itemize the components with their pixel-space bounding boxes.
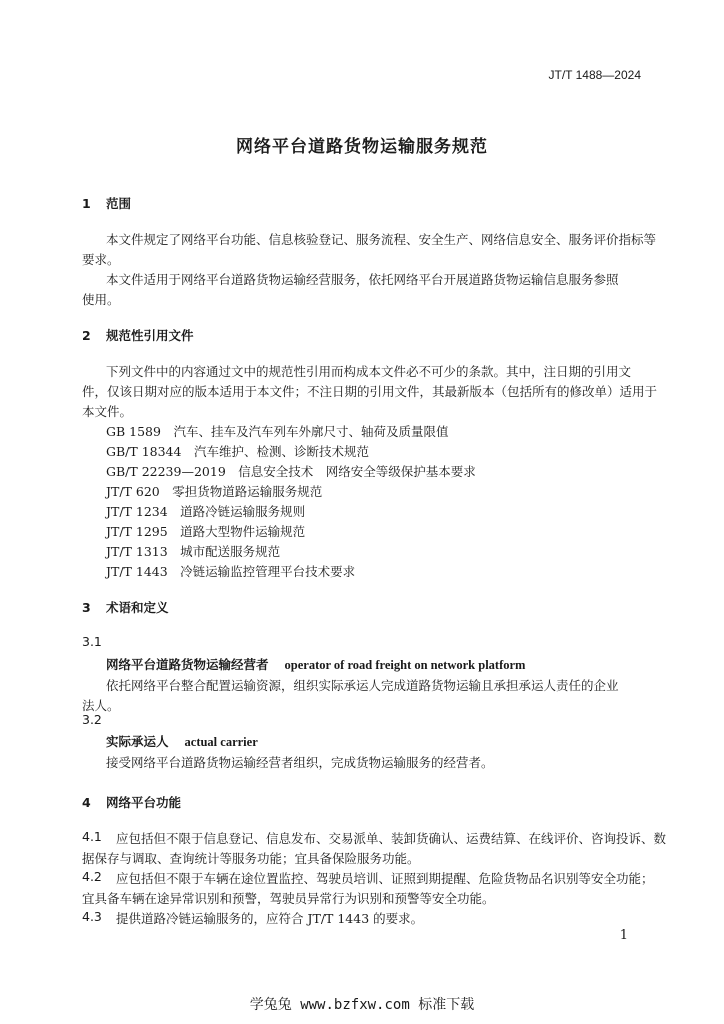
reference-item: JT/T 1443 冷链运输监控管理平台技术要求 xyxy=(106,564,356,579)
normative-intro-line-3: 本文件。 xyxy=(82,404,133,419)
section-number: 2 xyxy=(82,328,91,343)
footer-tagline: 标准下载 xyxy=(418,997,475,1013)
term-definition-line-2: 法人。 xyxy=(82,698,120,713)
clause-4-2-line-1: 应包括但不限于车辆在途位置监控、驾驶员培训、证照到期提醒、危险货物品名识别等安全功能； xyxy=(116,871,654,886)
section-3-heading xyxy=(82,598,169,616)
document-title: 网络平台道路货物运输服务规范 xyxy=(236,137,488,157)
clause-number: 4.1 xyxy=(82,829,102,844)
section-1-heading xyxy=(82,194,131,212)
clause-4-2-line-2: 宜具备车辆在途异常识别和预警，驾驶员异常行为识别和预警等安全功能。 xyxy=(82,891,495,906)
scope-paragraph-2-line-1: 本文件适用于网络平台道路货物运输经营服务，依托网络平台开展道路货物运输信息服务参照 xyxy=(106,272,619,287)
reference-item: GB/T 18344 汽车维护、检测、诊断技术规范 xyxy=(106,444,369,459)
page-number: 1 xyxy=(619,928,628,943)
reference-item: JT/T 1313 城市配送服务规范 xyxy=(106,544,281,559)
normative-intro-line-2: 件，仅该日期对应的版本适用于本文件；不注日期的引用文件，其最新版本（包括所有的修改单）适用于 xyxy=(82,384,658,399)
clause-number: 4.3 xyxy=(82,909,102,924)
reference-item: GB/T 22239—2019 信息安全技术 网络安全等级保护基本要求 xyxy=(106,464,476,479)
term-heading xyxy=(106,655,525,673)
term-chinese: 实际承运人 xyxy=(106,734,169,749)
term-heading xyxy=(106,732,258,750)
term-english: actual carrier xyxy=(184,735,258,749)
scope-paragraph-1-line-1: 本文件规定了网络平台功能、信息核验登记、服务流程、安全生产、网络信息安全、服务评价指标等 xyxy=(106,232,657,247)
reference-item: JT/T 620 零担货物道路运输服务规范 xyxy=(106,484,323,499)
section-title: 术语和定义 xyxy=(106,600,169,615)
section-number: 4 xyxy=(82,795,91,810)
term-number: 3.1 xyxy=(82,634,102,649)
clause-4-1-line-2: 据保存与调取、查询统计等服务功能；宜具备保险服务功能。 xyxy=(82,851,420,866)
reference-item: JT/T 1234 道路冷链运输服务规则 xyxy=(106,504,306,519)
reference-item: JT/T 1295 道路大型物件运输规范 xyxy=(106,524,306,539)
clause-number: 4.2 xyxy=(82,869,102,884)
clause-4-1-line-1: 应包括但不限于信息登记、信息发布、交易派单、装卸货确认、运费结算、在线评价、咨询投诉、数 xyxy=(116,831,667,846)
term-number: 3.2 xyxy=(82,712,102,727)
footer-site-name: 学兔兔 xyxy=(249,997,292,1013)
reference-item: GB 1589 汽车、挂车及汽车列车外廓尺寸、轴荷及质量限值 xyxy=(106,424,449,439)
section-number: 1 xyxy=(82,196,91,211)
term-definition-line-1: 接受网络平台道路货物运输经营者组织，完成货物运输服务的经营者。 xyxy=(106,755,494,770)
normative-intro-line-1: 下列文件中的内容通过文中的规范性引用而构成本文件必不可少的条款。其中，注日期的引用文 xyxy=(106,364,632,379)
section-4-heading xyxy=(82,793,181,811)
footer-watermark xyxy=(0,994,724,1014)
footer-url[interactable]: www.bzfxw.com xyxy=(300,997,410,1013)
term-english: operator of road freight on network platform xyxy=(284,658,526,672)
section-number: 3 xyxy=(82,600,91,615)
clause-4-3-line-1: 提供道路冷链运输服务的，应符合 JT/T 1443 的要求。 xyxy=(116,911,424,926)
scope-paragraph-1-line-2: 要求。 xyxy=(82,252,120,267)
term-chinese: 网络平台道路货物运输经营者 xyxy=(106,657,269,672)
section-title: 网络平台功能 xyxy=(106,795,182,810)
standard-number: JT/T 1488—2024 xyxy=(548,68,641,82)
scope-paragraph-2-line-2: 使用。 xyxy=(82,292,120,307)
section-title: 规范性引用文件 xyxy=(106,328,194,343)
term-definition-line-1: 依托网络平台整合配置运输资源，组织实际承运人完成道路货物运输且承担承运人责任的企业 xyxy=(106,678,619,693)
section-title: 范围 xyxy=(106,196,132,211)
section-2-heading xyxy=(82,326,194,344)
